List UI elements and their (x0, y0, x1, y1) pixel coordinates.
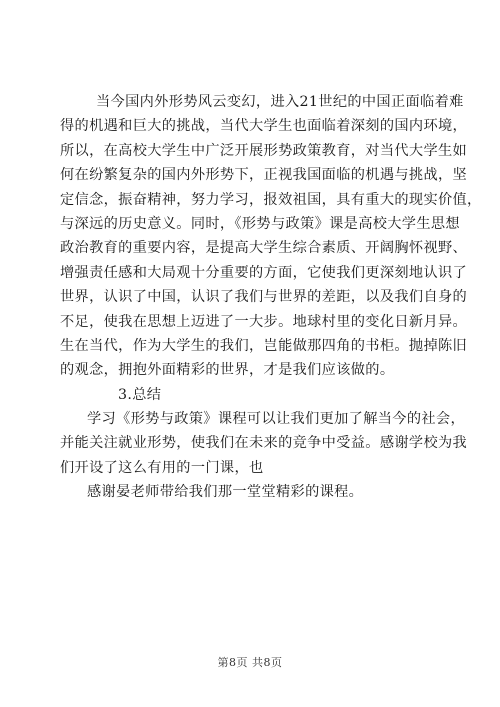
paragraph-line-4: 何在纷繁复杂的国内外形势下，正视我国面临的机遇与挑战，坚 (60, 167, 468, 184)
paragraph-line-11: 生在当代，作为大学生的我们，岂能做那四角的书柜。抛掉陈旧 (60, 337, 468, 354)
page-number-footer: 第8页 共8页 (217, 656, 283, 669)
paragraph-line-8: 增强责任感和大局观十分重要的方面，它使我们更深刻地认识了 (60, 264, 468, 281)
paragraph-line-6: 与深远的历史意义。同时，《形势与政策》课是高校大学生思想 (60, 215, 460, 232)
paragraph-line-3: 所以，在高校大学生中广泛开展形势政策教育，对当代大学生如 (60, 142, 468, 159)
paragraph-line-5: 定信念，振奋精神，努力学习，报效祖国，具有重大的现实价值， (60, 191, 482, 208)
paragraph-line-17: 感谢晏老师带给我们那一堂堂精彩的课程。 (87, 484, 364, 501)
paragraph-line-16: 们开设了这么有用的一门课，也 (60, 459, 264, 476)
paragraph-line-7: 政治教育的重要内容，是提高大学生综合素质、开阔胸怀视野、 (60, 240, 468, 257)
paragraph-line-9: 世界，认识了中国，认识了我们与世界的差距，以及我们自身的 (60, 289, 468, 306)
paragraph-line-15: 并能关注就业形势，使我们在未来的竞争中受益。感谢学校为我 (60, 435, 468, 452)
paragraph-line-10: 不足，使我在思想上迈进了一大步。地球村里的变化日新月异。 (60, 313, 468, 330)
section-heading: 3.总结 (118, 386, 162, 403)
paragraph-line-2: 得的机遇和巨大的挑战，当代大学生也面临着深刻的国内环境， (60, 118, 468, 135)
paragraph-line-1: 当今国内外形势风云变幻，进入21世纪的中国正面临着难 (96, 94, 464, 110)
document-body (60, 90, 482, 505)
paragraph-line-14: 学习《形势与政策》课程可以让我们更加了解当今的社会， (87, 411, 465, 428)
paragraph-line-12: 的观念，拥抱外面精彩的世界，才是我们应该做的。 (60, 362, 395, 379)
